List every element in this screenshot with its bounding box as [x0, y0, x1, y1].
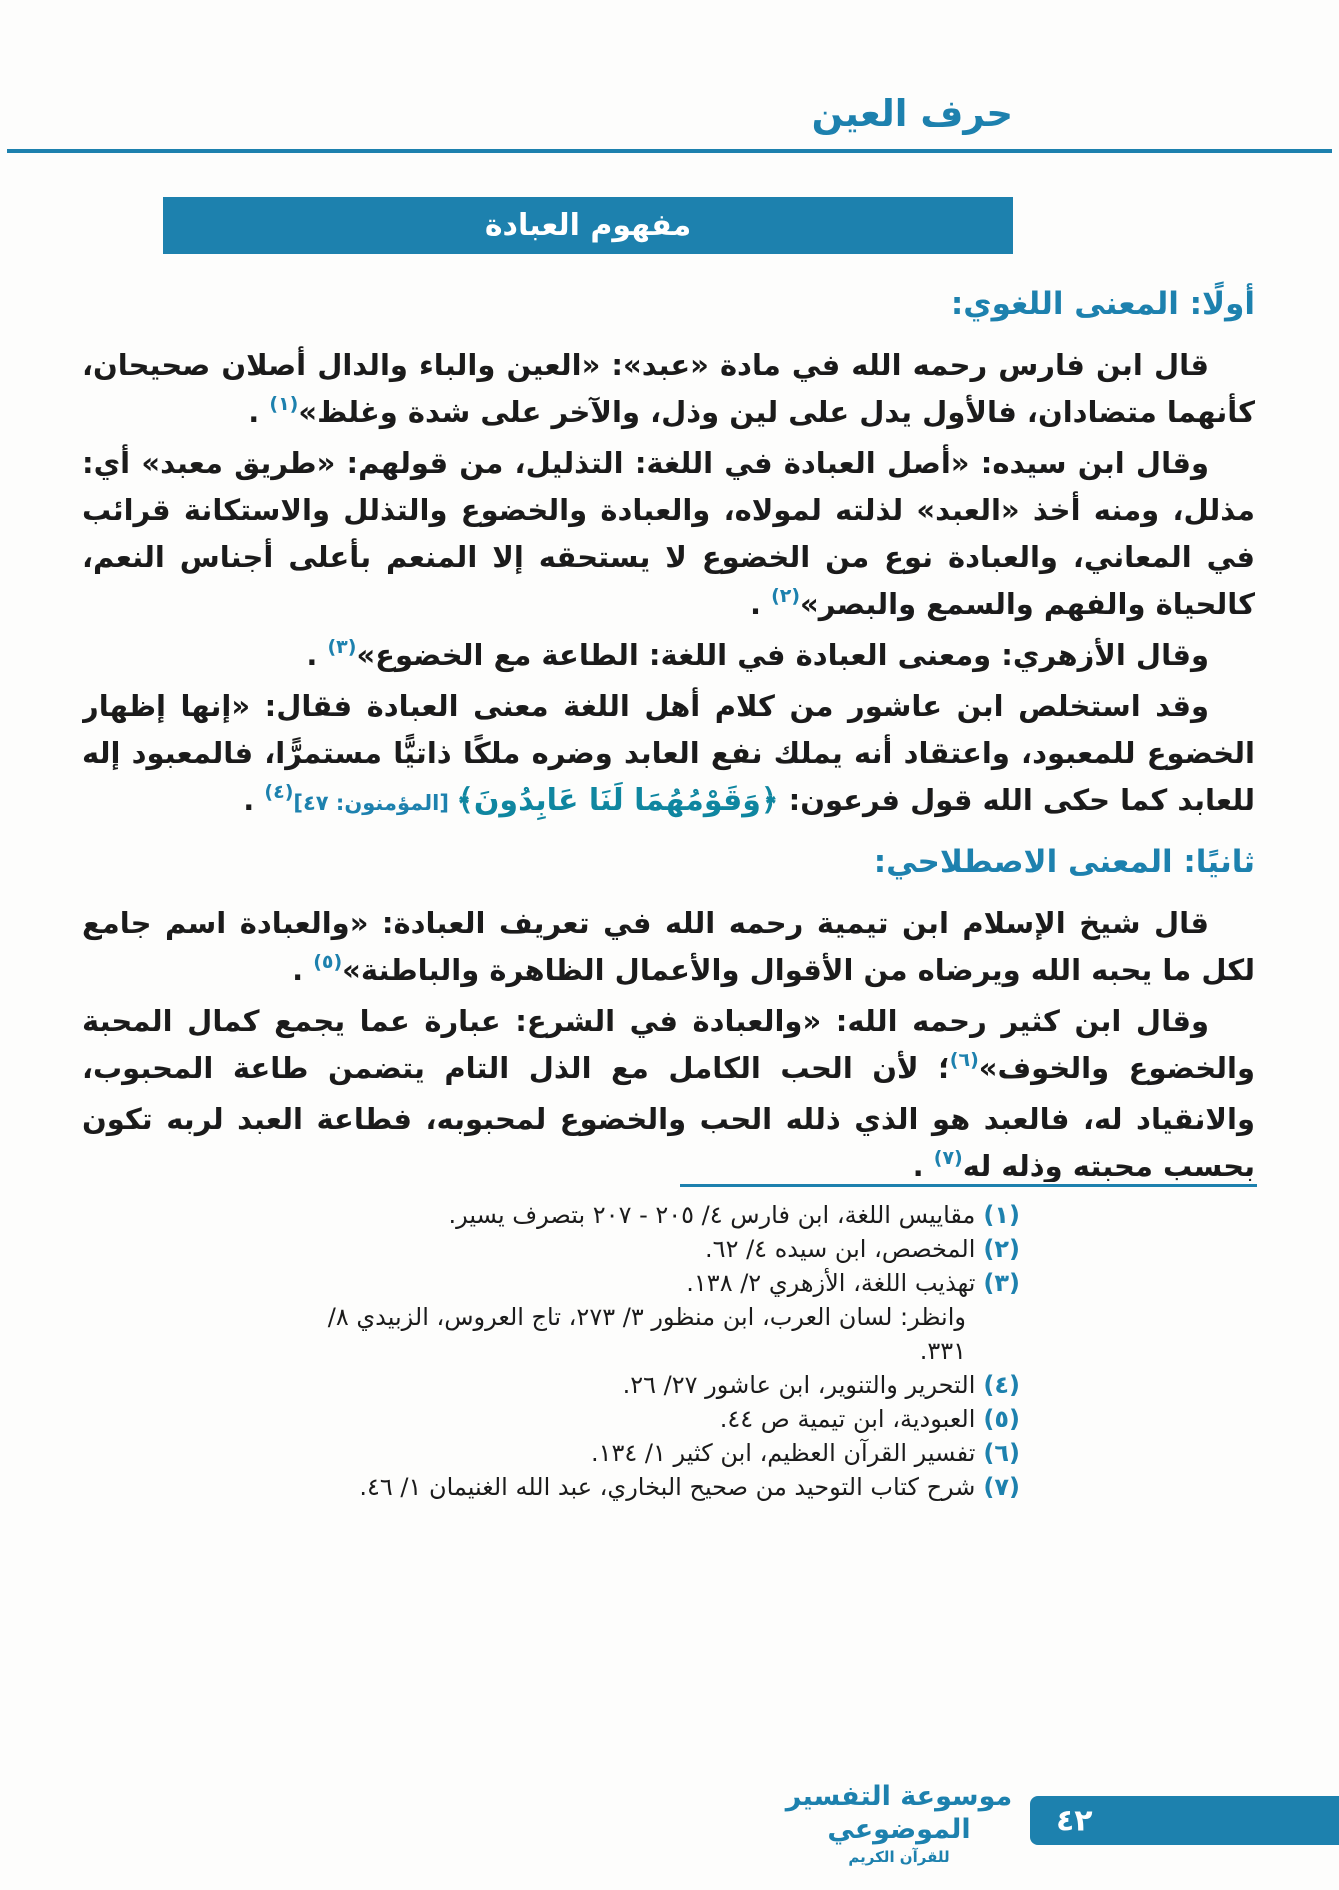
footnote-ref: (٥) — [313, 951, 343, 973]
footnote-item — [280, 1368, 1020, 1402]
page-number-band — [1030, 1796, 1339, 1845]
section-heading: أولًا: المعنى اللغوي: — [950, 286, 1255, 322]
footnote-text: المخصص، ابن سيده ٤/ ٦٢. — [705, 1235, 976, 1263]
paragraph — [82, 900, 1255, 998]
text-run: . — [749, 587, 772, 621]
footnote-text: التحرير والتنوير، ابن عاشور ٢٧/ ٢٦. — [622, 1371, 976, 1399]
footnote-number: (٤) — [983, 1371, 1020, 1399]
text-run: . — [292, 953, 314, 987]
footnote-number: (١) — [983, 1201, 1020, 1229]
footnote-see-also: وانظر: لسان العرب، ابن منظور ٣/ ٢٧٣، تاج العروس، الزبيدي ٨/ ٣٣١. — [327, 1303, 966, 1365]
footnote-text: تفسير القرآن العظيم، ابن كثير ١/ ١٣٤. — [590, 1439, 976, 1467]
footnote-number: (٦) — [983, 1439, 1020, 1467]
footnote-number: (٢) — [983, 1235, 1020, 1263]
quran-verse: ﴿وَقَوْمُهُمَا لَنَا عَابِدُونَ﴾ — [456, 783, 779, 818]
paragraph — [82, 440, 1255, 632]
footnote-list — [280, 1198, 1020, 1504]
body-content — [82, 270, 1255, 1182]
title-banner-text: مفهوم العبادة — [484, 208, 692, 243]
footnote-ref: (٤) — [264, 781, 294, 803]
publisher-logo-title: موسوعة التفسير الموضوعي — [785, 1781, 1013, 1845]
footnote-ref: (٧) — [933, 1147, 963, 1169]
footnote-item — [280, 1402, 1020, 1436]
section-heading: ثانيًا: المعنى الاصطلاحي: — [873, 844, 1255, 880]
text-run: ؛ لأن الحب الكامل مع الذل التام يتضمن طاعة المحبوب، والانقياد له، فالعبد هو الذي ذلله الحب والخضوع لمحبوبه، فطاعة العبد لربه تكون بحسب محبته وذله له — [82, 1051, 1255, 1182]
verse-citation: [المؤمنون: ٤٧] — [293, 791, 457, 815]
text-run: وقال ابن سيده: «أصل العبادة في اللغة: التذليل، من قولهم: «طريق معبد» أي: مذلل، ومنه أخذ «العبد» لذلته لمولاه، والعبادة والخضوع والتذلل والاستكانة قرائب في المعاني، والعبادة نوع من الخضوع لا يستحقه إلا المنعم بأعلى أجناس النعم، كالحياة والفهم والسمع والبصر» — [82, 446, 1255, 621]
footnote-text: العبودية، ابن تيمية ص ٤٤. — [719, 1405, 976, 1433]
text-run: وقال الأزهري: ومعنى العبادة في اللغة: الطاعة مع الخضوع» — [356, 638, 1209, 672]
publisher-logo-subtitle: للقرآن الكريم — [848, 1848, 950, 1866]
text-run: وقد استخلص ابن عاشور من كلام أهل اللغة معنى العبادة فقال: «إنها إظهار الخضوع للمعبود، واعتقاد أنه يملك نفع العابد وضره ملكًا ذاتيًّا مستمرًّا، فالمعبود إله للعابد كما حكى الله قول فرعون: — [82, 689, 1255, 817]
footnote-ref: (٢) — [771, 585, 801, 607]
footnote-text: شرح كتاب التوحيد من صحيح البخاري، عبد الله الغنيمان ١/ ٤٦. — [359, 1473, 976, 1501]
footnote-text: تهذيب اللغة، الأزهري ٢/ ١٣٨. — [686, 1269, 976, 1297]
footnote-item — [280, 1436, 1020, 1470]
title-banner — [163, 197, 1013, 254]
footnote-item — [280, 1470, 1020, 1504]
footnote-number: (٧) — [983, 1473, 1020, 1501]
paragraph — [82, 632, 1255, 683]
footnote-number: (٣) — [983, 1269, 1020, 1297]
publisher-logo — [779, 1780, 1019, 1866]
page-number: ٤٢ — [1056, 1803, 1093, 1838]
text-run: قال ابن فارس رحمه الله في مادة «عبد»: «العين والباء والدال أصلان صحيحان، كأنهما متضادان، فالأول يدل على لين وذل، والآخر على شدة وغلظ» — [82, 348, 1255, 429]
paragraph — [82, 998, 1255, 1182]
footnote-ref: (٦) — [949, 1049, 979, 1071]
text-run: . — [912, 1149, 934, 1182]
running-head-chapter: حرف العين — [811, 92, 1013, 135]
footnote-separator — [680, 1184, 1257, 1187]
header-rule — [7, 149, 1332, 153]
text-run: وقال ابن كثير رحمه الله: «والعبادة في الشرع: عبارة عما يجمع كمال المحبة والخضوع والخوف» — [82, 1004, 1255, 1085]
text-run: قال شيخ الإسلام ابن تيمية رحمه الله في تعريف العبادة: «والعبادة اسم جامع لكل ما يحبه الله ويرضاه من الأقوال والأعمال الظاهرة والباطنة» — [82, 906, 1255, 987]
text-run: . — [243, 783, 265, 817]
footnote-item — [280, 1232, 1020, 1266]
paragraph — [82, 342, 1255, 440]
footnote-ref: (١) — [269, 393, 299, 415]
text-run: . — [306, 638, 328, 672]
text-run: . — [248, 395, 270, 429]
footnote-ref: (٣) — [327, 636, 357, 658]
footnote-item — [280, 1198, 1020, 1232]
footnote-text: مقاييس اللغة، ابن فارس ٤/ ٢٠٥ - ٢٠٧ بتصرف يسير. — [448, 1201, 976, 1229]
paragraph — [82, 683, 1255, 828]
footnote-item — [280, 1266, 1020, 1368]
footnote-number: (٥) — [983, 1405, 1020, 1433]
